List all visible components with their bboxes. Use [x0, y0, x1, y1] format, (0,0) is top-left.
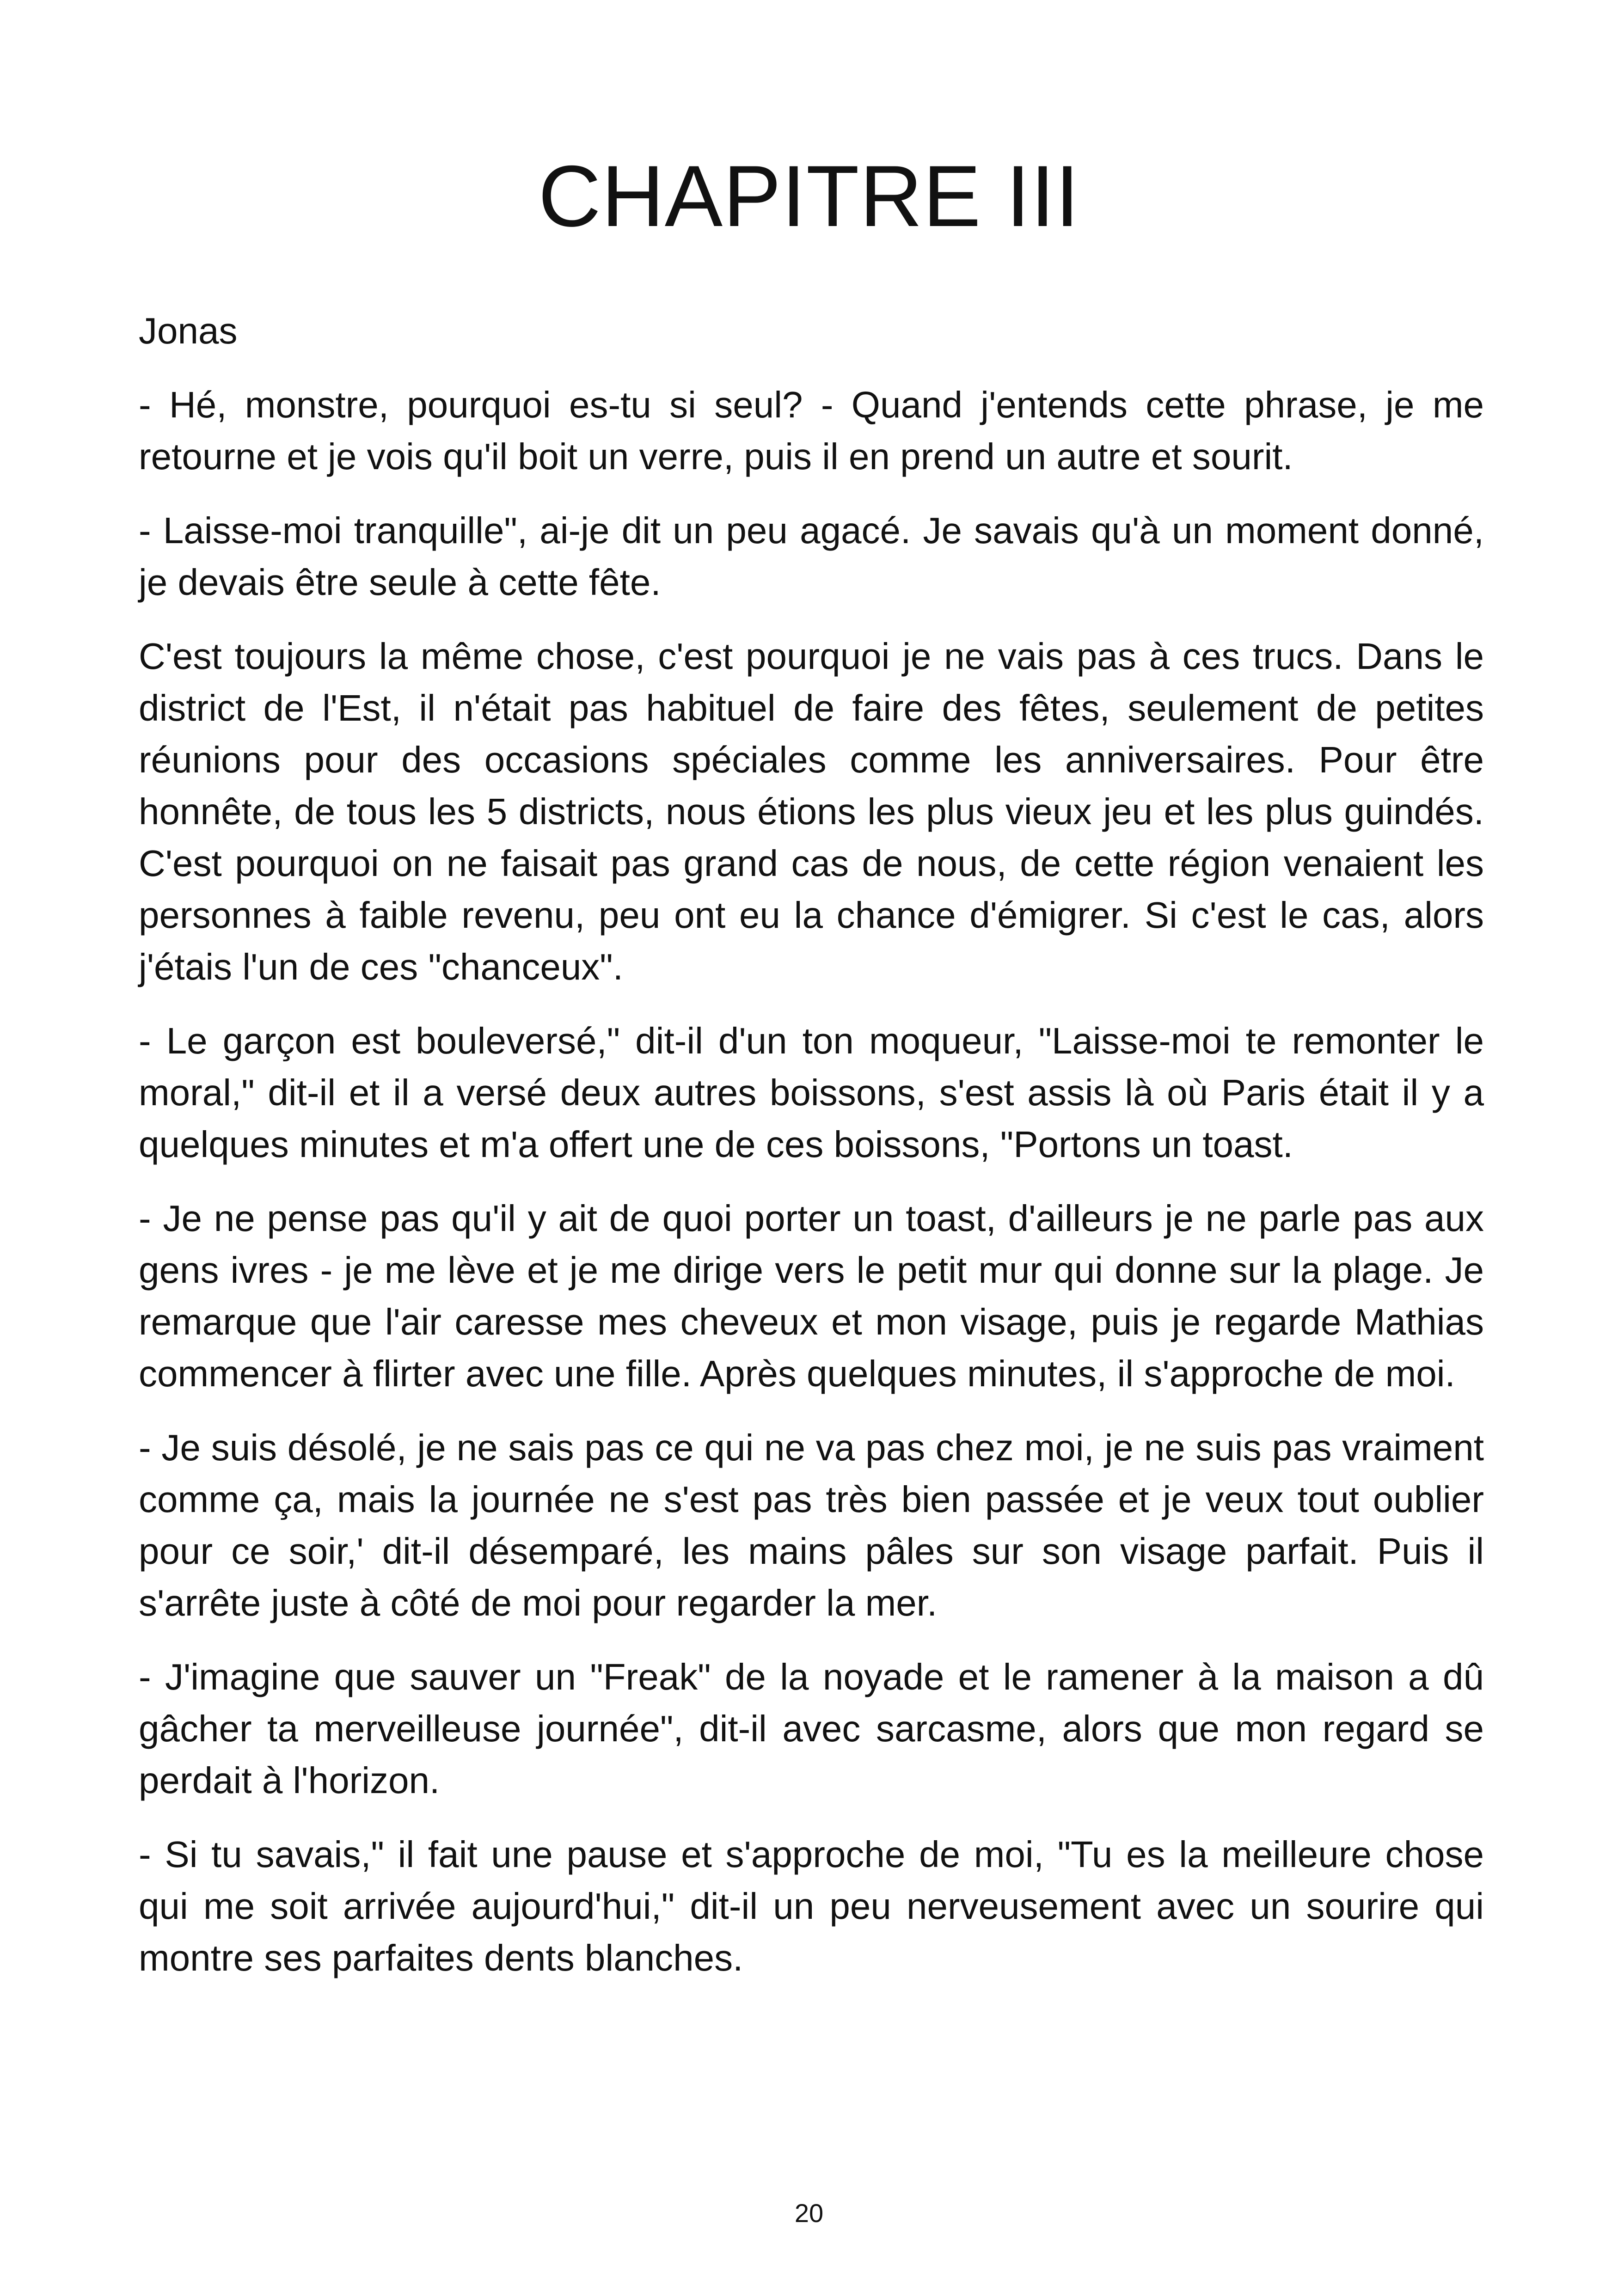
page-number: 20 [794, 2198, 824, 2228]
paragraph: - Laisse-moi tranquille", ai-je dit un peu agacé. Je savais qu'à un moment donné, je devais être seule à cette fête. [139, 510, 1484, 603]
paragraph: - J'imagine que sauver un "Freak" de la noyade et le ramener à la maison a dû gâcher ta merveilleuse journée", dit-il avec sarcasme, alors que mon regard se perdait à l'horizon. [139, 1656, 1484, 1801]
chapter-title: CHAPITRE III [538, 147, 1080, 245]
chapter-body [139, 305, 1484, 2006]
paragraph: - Hé, monstre, pourquoi es-tu si seul? - Quand j'entends cette phrase, je me retourne et je vois qu'il boit un verre, puis il en prend un autre et sourit. [139, 384, 1484, 477]
paragraph: - Le garçon est bouleversé," dit-il d'un ton moqueur, "Laisse-moi te remonter le moral," dit-il et il a versé deux autres boissons, s'est assis là où Paris était il y a quelques minutes et m'a offert une de ces boissons, "Portons un toast. [139, 1020, 1484, 1165]
paragraph: C'est toujours la même chose, c'est pourquoi je ne vais pas à ces trucs. Dans le district de l'Est, il n'était pas habituel de faire des fêtes, seulement de petites réunions pour des occasions spéciales comme les anniversaires. Pour être honnête, de tous les 5 districts, nous étions les plus vieux jeu et les plus guindés. C'est pourquoi on ne faisait pas grand cas de nous, de cette région venaient les personnes à faible revenu, peu ont eu la chance d'émigrer. Si c'est le cas, alors j'étais l'un de ces "chanceux". [139, 636, 1484, 987]
paragraph: - Je ne pense pas qu'il y ait de quoi porter un toast, d'ailleurs je ne parle pas aux gens ivres - je me lève et je me dirige vers le petit mur qui donne sur la plage. Je remarque que l'air caresse mes cheveux et mon visage, puis je regarde Mathias commencer à flirter avec une fille. Après quelques minutes, il s'approche de moi. [139, 1198, 1484, 1394]
speaker-name: Jonas [139, 310, 238, 351]
paragraph: - Si tu savais," il fait une pause et s'approche de moi, "Tu es la meilleure chose qui me soit arrivée aujourd'hui," dit-il un peu nerveusement avec un sourire qui montre ses parfaites dents blanches. [139, 1834, 1484, 1978]
paragraph: - Je suis désolé, je ne sais pas ce qui ne va pas chez moi, je ne suis pas vraiment comme ça, mais la journée ne s'est pas très bien passée et je veux tout oublier pour ce soir,' dit-il désemparé, les mains pâles sur son visage parfait. Puis il s'arrête juste à côté de moi pour regarder la mer. [139, 1427, 1484, 1623]
